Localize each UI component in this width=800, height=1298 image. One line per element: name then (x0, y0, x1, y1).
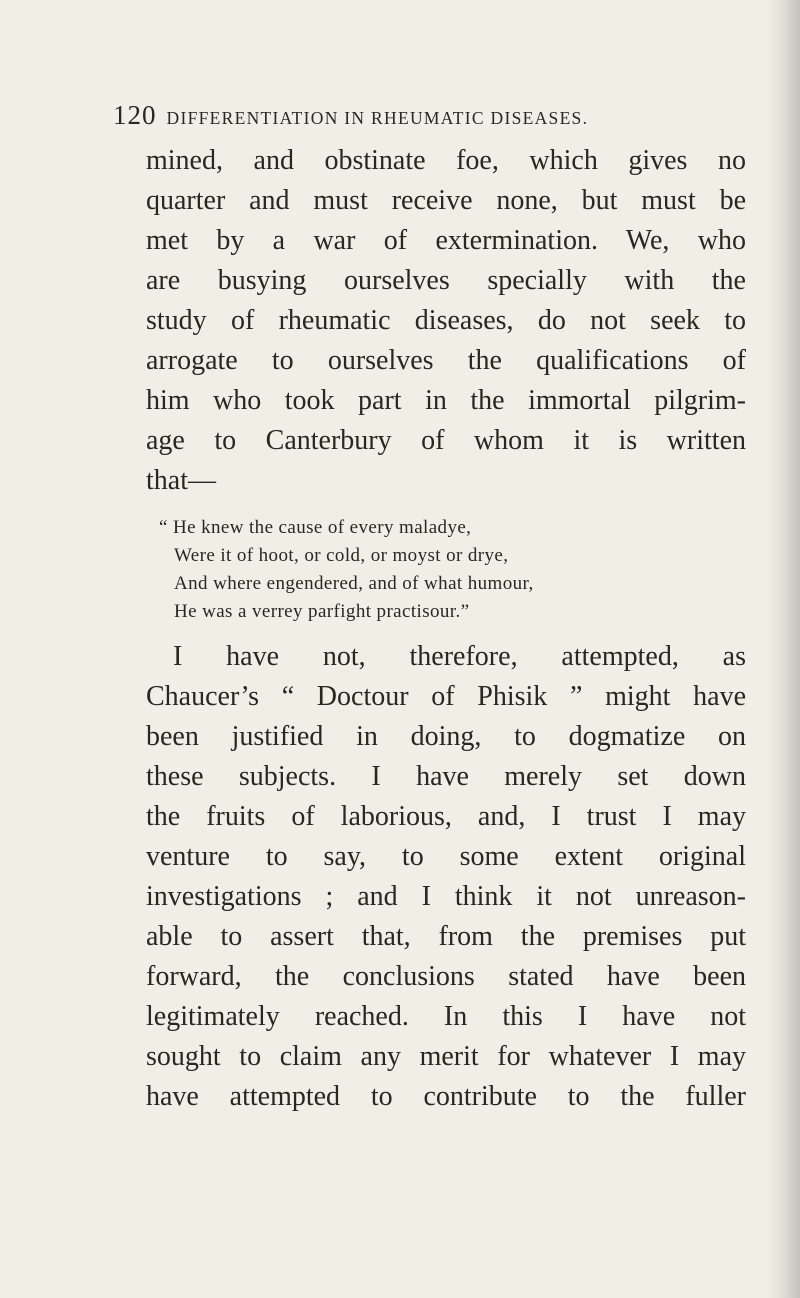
text-line: have attempted to contribute to the fuller (146, 1081, 746, 1112)
text-line: investigations ; and I think it not unreason- (146, 881, 746, 912)
body-text (146, 141, 746, 1117)
text-line: the fruits of laborious, and, I trust I may (146, 801, 746, 832)
text-line: mined, and obstinate foe, which gives no (146, 145, 746, 176)
page-header (113, 100, 753, 131)
text-line: venture to say, to some extent original (146, 841, 746, 872)
paragraph-1 (146, 141, 746, 501)
page-edge-shadow (766, 0, 800, 1298)
text-line: age to Canterbury of whom it is written (146, 425, 746, 456)
text-line: are busying ourselves specially with the (146, 265, 746, 296)
text-line: forward, the conclusions stated have been (146, 961, 746, 992)
page-number: 120 (113, 100, 157, 130)
text-line: able to assert that, from the premises put (146, 921, 746, 952)
text-line: I have not, therefore, attempted, as (173, 641, 746, 672)
text-line: sought to claim any merit for whatever I may (146, 1041, 746, 1072)
quote-line: He was a verrey parfight practisour.” (174, 601, 470, 622)
text-line: been justified in doing, to dogmatize on (146, 721, 746, 752)
quote-line: “ He knew the cause of every maladye, (159, 517, 472, 538)
text-line: Chaucer’s “ Doctour of Phisik ” might have (146, 681, 746, 712)
text-line: these subjects. I have merely set down (146, 761, 746, 792)
quote-line: Were it of hoot, or cold, or moyst or drye, (174, 545, 509, 566)
text-line: legitimately reached. In this I have not (146, 1001, 746, 1032)
verse-quotation (146, 514, 746, 626)
text-line: him who took part in the immortal pilgrim- (146, 385, 746, 416)
text-line: quarter and must receive none, but must be (146, 185, 746, 216)
running-head: DIFFERENTIATION IN RHEUMATIC DISEASES. (166, 108, 589, 128)
text-line: study of rheumatic diseases, do not seek to (146, 305, 746, 336)
paragraph-2 (146, 637, 746, 1117)
text-line: that— (146, 465, 216, 496)
text-line: arrogate to ourselves the qualifications of (146, 345, 746, 376)
quote-line: And where engendered, and of what humour, (174, 573, 534, 594)
text-line: met by a war of extermination. We, who (146, 225, 746, 256)
